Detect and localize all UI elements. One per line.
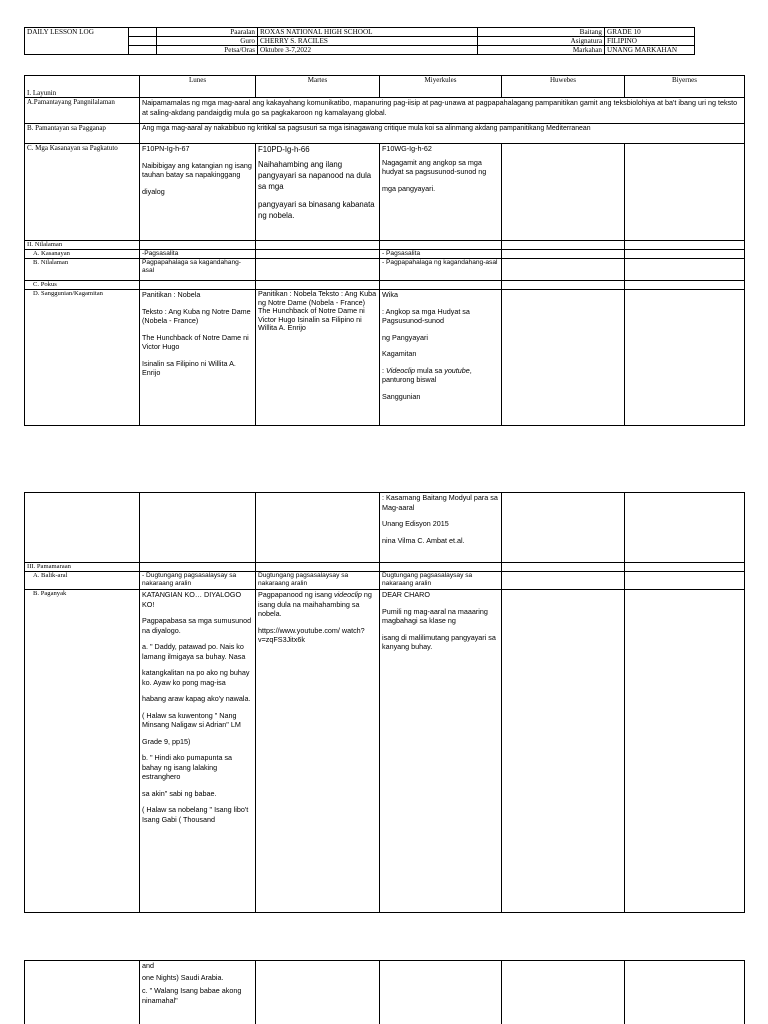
wed-sanggunian-2: : Angkop sa mga Hudyat sa Pagsusunod-sunod: [382, 306, 470, 325]
petsa-label: Petsa/Oras: [157, 46, 258, 55]
nilalaman-b-label: B. Nilalaman: [25, 259, 140, 281]
layunin-label: I. Layunin: [25, 76, 140, 98]
mon-competency-2: diyalog: [142, 186, 165, 196]
markahan-label: Markahan: [478, 46, 605, 55]
mon-paganyak-5: habang araw kapag ako'y nawala.: [142, 694, 251, 703]
tue-code: F10PD-Ig-h-66: [258, 145, 310, 154]
paaralan-value: ROXAS NATIONAL HIGH SCHOOL: [258, 28, 478, 37]
tue-competency: Naihahambing ang ilang pangyayari sa napanood na dula sa mga: [258, 160, 372, 191]
mon-balik-aral: - Dugtungang pagsasalaysay sa nakaraang aralin: [140, 572, 256, 590]
mon-paganyak-3: a. " Daddy, patawad po. Nais ko lamang ilmigaya sa buhay. Nasa: [142, 642, 246, 661]
day-header-martes: Martes: [256, 76, 380, 98]
wed-nilalaman: - Pagpapahalaga ng kagandahang-asal: [380, 259, 502, 281]
wed-paganyak-1: DEAR CHARO: [382, 590, 430, 599]
guro-value: CHERRY S. RACILES: [258, 37, 478, 46]
tue-balik-aral: Dugtungang pagsasalaysay sa nakaraang aralin: [256, 572, 380, 590]
asignatura-label: Asignatura: [478, 37, 605, 46]
lesson-table-page-1: [24, 75, 745, 426]
mon-competency: Naibibigay ang katangian ng isang tauhan batay sa napakinggang: [142, 160, 252, 179]
paganyak-label: B. Paganyak: [25, 590, 140, 913]
wed-balik-aral: Dugtungang pagsasalaysay sa nakaraang aralin: [380, 572, 502, 590]
day-header-lunes: Lunes: [140, 76, 256, 98]
wed-sanggunian-1: Wika: [382, 290, 398, 299]
mon-kasanayan: -Pagsasalita: [140, 250, 256, 259]
mon-paganyak-4: katangkalitan na po ako ng buhay ko. Ayaw ko pong mag-isa: [142, 668, 250, 687]
pamantayan-pagganap-label: B. Pamantayan sa Pagganap: [25, 124, 140, 144]
baitang-label: Baitang: [478, 28, 605, 37]
nilalaman-label: II. Nilalaman: [25, 241, 140, 250]
balik-aral-label: A. Balik-aral: [25, 572, 140, 590]
mon-paganyak-2: Pagpapabasa sa mga sumusunod na diyalogo.: [142, 616, 252, 635]
lesson-table-page-3: [24, 960, 745, 1024]
mon-paganyak-7: Grade 9, pp15): [142, 736, 191, 746]
wed-code: F10WG-Ig-h-62: [382, 144, 432, 153]
wed-sanggunian-8: Unang Edisyon 2015: [382, 519, 449, 528]
baitang-value: GRADE 10: [605, 28, 695, 37]
petsa-value: Oktubre 3-7,2022: [258, 46, 478, 55]
day-header-biyernes: Biyernes: [625, 76, 745, 98]
mon-paganyak-13: c. " Walang Isang babae akong ninamahal": [142, 986, 242, 1005]
tue-competency-2: pangyayari sa binasang kabanata ng nobela.: [258, 200, 375, 220]
markahan-value: UNANG MARKAHAN: [605, 46, 695, 55]
pamantayang-pangnilalaman-text: Naipamamalas ng mga mag-aaral ang kakayahang komunikatibo, mapanuring pag-iisip at pag-unawa at pagpapahalagang pampanitikan gamit ang teksbiolohiya at ba't ibang uri ng teksto at saling-akdang pandaigdig mula go sa pagkakaroon ng kamalayang global.: [140, 98, 745, 124]
wed-competency: Nagagamit ang angkop sa mga hudyat sa pagsusunod-sunod ng: [382, 157, 487, 176]
wed-sanggunian-7: : Kasamang Baitang Modyul para sa Mag-aaral: [382, 493, 498, 512]
mon-sanggunian-2: Teksto : Ang Kuba ng Notre Dame (Nobela - France): [142, 306, 251, 325]
mon-sanggunian-3: The Hunchback of Notre Dame ni Victor Hugo: [142, 332, 249, 351]
wed-sanggunian-4: Kagamitan: [382, 349, 417, 358]
mon-paganyak-1: KATANGIAN KO… DIYALOGO KO!: [142, 590, 242, 609]
day-header-miyerkules: Miyerkules: [380, 76, 502, 98]
pamantayang-pangnilalaman-label: A.Pamantayang Pangnilalaman: [25, 98, 140, 124]
wed-paganyak-3: isang di malilimutang pangyayari sa kanyang buhay.: [382, 632, 496, 651]
tue-paganyak-link[interactable]: https://www.youtube.com/ watch?v=zqFS3Jitx6k: [258, 625, 365, 644]
wed-sanggunian-9: nina Vilma C. Ambat et.al.: [382, 535, 465, 545]
wed-paganyak-2: Pumili ng mag-aaral na maaaring magbahagi sa klase ng: [382, 606, 488, 625]
wed-sanggunian-5: : Videoclip mula sa youtube, panturong biswal: [382, 365, 472, 384]
mon-sanggunian-4: Isinalin sa Filipino ni Willita A. Enrijo: [142, 358, 236, 377]
pamamaraan-label: III. Pamamaraan: [25, 563, 140, 572]
lesson-table-page-2: [24, 492, 745, 913]
mon-paganyak-9: sa akin" sabi ng babae.: [142, 788, 217, 798]
asignatura-value: FILIPINO: [605, 37, 695, 46]
mon-nilalaman: Pagpapahalaga sa kagandahang-asal: [140, 259, 256, 281]
tue-paganyak-1: Pagpapanood ng isang videoclip ng isang dula na maihahambing sa nobela.: [258, 590, 372, 618]
sanggunian-label: D. Sanggunian/Kagamitan: [25, 290, 140, 426]
mon-code: F10PN-Ig-h-67: [142, 144, 190, 153]
paaralan-label: Paaralan: [157, 28, 258, 37]
pokus-label: C. Pokus: [25, 281, 140, 290]
pamantayan-pagganap-text: Ang mga mag-aaral ay nakabibuo ng kritikal sa pagsusuri sa mga isinagawang critique mula koi sa alinmang akdang pampanitikang Mediterranean: [140, 124, 745, 144]
wed-competency-2: mga pangyayari.: [382, 183, 436, 193]
day-header-huwebes: Huwebes: [502, 76, 625, 98]
header-table: [24, 27, 695, 55]
mon-paganyak-6: ( Halaw sa kuwentong " Nang Minsang Naligaw si Adrian" LM: [142, 710, 241, 729]
doc-title: DAILY LESSON LOG: [25, 28, 129, 55]
mon-paganyak-8: b. " Hindi ako pumapunta sa bahay ng isang lalaking estranghero: [142, 753, 233, 781]
wed-sanggunian-6: Sanggunian: [382, 391, 421, 401]
guro-label: Guro: [157, 37, 258, 46]
mon-sanggunian-1: Panitikan : Nobela: [142, 290, 201, 299]
kasanayan-label: C. Mga Kasanayan sa Pagkatuto: [25, 144, 140, 241]
wed-sanggunian-3: ng Pangyayari: [382, 332, 428, 342]
mon-paganyak-11: and: [142, 961, 154, 970]
wed-kasanayan: - Pagsasalita: [380, 250, 502, 259]
kasanayan-a-label: A. Kasanayan: [25, 250, 140, 259]
tue-sanggunian: Panitikan : Nobela Teksto : Ang Kuba ng Notre Dame (Nobela - France) The Hunchback of Notre Dame ni Victor Hugo Isinalin sa Filipino ni Willita A. Enrijo: [256, 290, 380, 426]
mon-paganyak-12: one Nights) Saudi Arabia.: [142, 972, 224, 982]
mon-paganyak-10: ( Halaw sa nobelang " Isang libo't Isang Gabi ( Thousand: [142, 805, 249, 824]
